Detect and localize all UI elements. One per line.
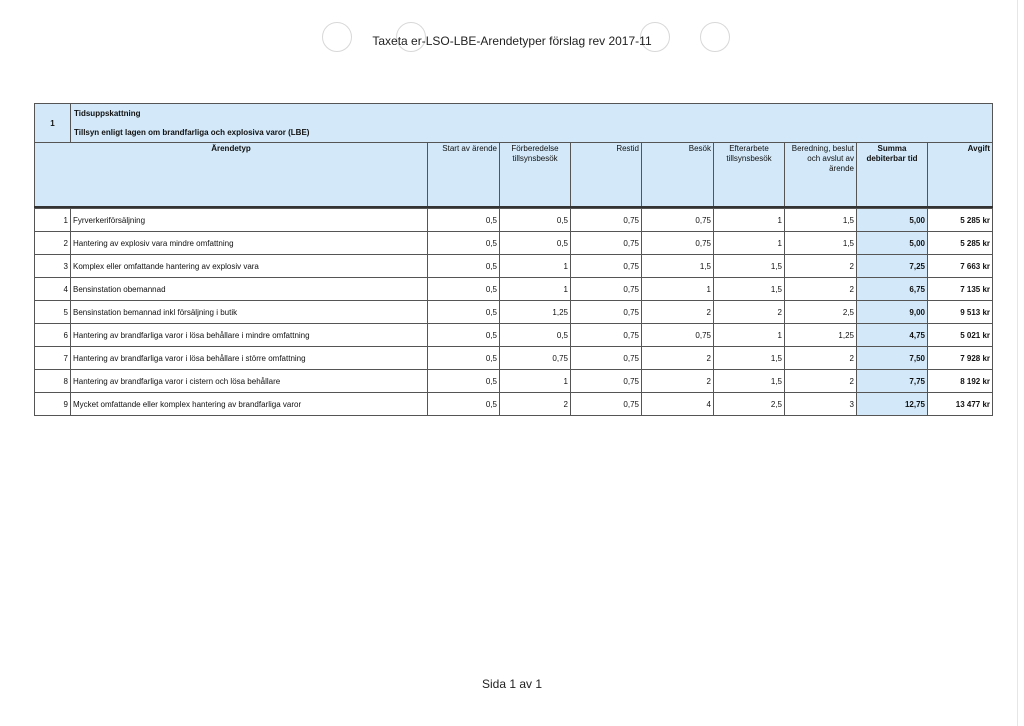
cell-start: 0,5 bbox=[428, 370, 500, 393]
cell-follow: 1 bbox=[714, 232, 785, 255]
cell-fee: 13 477 kr bbox=[928, 393, 993, 416]
table-row bbox=[35, 324, 993, 347]
cell-follow: 2 bbox=[714, 301, 785, 324]
cell-prep: 0,5 bbox=[500, 232, 571, 255]
col-header-visit: Besök bbox=[642, 143, 714, 208]
cell-start: 0,5 bbox=[428, 255, 500, 278]
section-title bbox=[71, 104, 993, 143]
cell-start: 0,5 bbox=[428, 278, 500, 301]
cell-sum: 7,25 bbox=[857, 255, 928, 278]
cell-prep: 2 bbox=[500, 393, 571, 416]
cell-prep: 1 bbox=[500, 255, 571, 278]
cell-sum: 5,00 bbox=[857, 209, 928, 232]
cell-sum: 7,75 bbox=[857, 370, 928, 393]
section-number: 1 bbox=[35, 104, 71, 143]
cell-type: Bensinstation obemannad bbox=[71, 278, 428, 301]
cell-prepare: 2 bbox=[785, 347, 857, 370]
cell-fee: 5 285 kr bbox=[928, 209, 993, 232]
cell-start: 0,5 bbox=[428, 347, 500, 370]
cell-sum: 4,75 bbox=[857, 324, 928, 347]
cell-n: 6 bbox=[35, 324, 71, 347]
cell-travel: 0,75 bbox=[571, 209, 642, 232]
cell-n: 9 bbox=[35, 393, 71, 416]
cell-fee: 7 928 kr bbox=[928, 347, 993, 370]
cell-fee: 5 021 kr bbox=[928, 324, 993, 347]
cell-visit: 0,75 bbox=[642, 324, 714, 347]
col-header-prep: Förberedelse tillsynsbesök bbox=[500, 143, 571, 208]
cell-prepare: 1,25 bbox=[785, 324, 857, 347]
cell-visit: 2 bbox=[642, 370, 714, 393]
cell-prep: 0,5 bbox=[500, 324, 571, 347]
col-header-travel: Restid bbox=[571, 143, 642, 208]
cell-type: Mycket omfattande eller komplex hantering av brandfarliga varor bbox=[71, 393, 428, 416]
cell-sum: 6,75 bbox=[857, 278, 928, 301]
table-row bbox=[35, 278, 993, 301]
cell-travel: 0,75 bbox=[571, 232, 642, 255]
cell-follow: 1,5 bbox=[714, 370, 785, 393]
cell-travel: 0,75 bbox=[571, 255, 642, 278]
cell-follow: 1,5 bbox=[714, 347, 785, 370]
cell-type: Komplex eller omfattande hantering av explosiv vara bbox=[71, 255, 428, 278]
col-header-fee: Avgift bbox=[928, 143, 993, 208]
cell-follow: 2,5 bbox=[714, 393, 785, 416]
table-row bbox=[35, 255, 993, 278]
cell-fee: 8 192 kr bbox=[928, 370, 993, 393]
cell-prep: 1 bbox=[500, 370, 571, 393]
col-header-start: Start av ärende bbox=[428, 143, 500, 208]
table-row bbox=[35, 347, 993, 370]
section-header-row bbox=[35, 104, 993, 143]
cell-prepare: 3 bbox=[785, 393, 857, 416]
cell-prepare: 1,5 bbox=[785, 209, 857, 232]
cell-sum: 9,00 bbox=[857, 301, 928, 324]
cell-type: Hantering av explosiv vara mindre omfattning bbox=[71, 232, 428, 255]
cell-n: 4 bbox=[35, 278, 71, 301]
cell-prepare: 2,5 bbox=[785, 301, 857, 324]
cell-follow: 1 bbox=[714, 324, 785, 347]
cell-follow: 1,5 bbox=[714, 255, 785, 278]
fee-table bbox=[34, 103, 993, 416]
cell-prep: 0,75 bbox=[500, 347, 571, 370]
cell-n: 1 bbox=[35, 209, 71, 232]
table-row bbox=[35, 209, 993, 232]
cell-travel: 0,75 bbox=[571, 347, 642, 370]
cell-sum: 7,50 bbox=[857, 347, 928, 370]
cell-travel: 0,75 bbox=[571, 393, 642, 416]
cell-type: Bensinstation bemannad inkl försäljning i butik bbox=[71, 301, 428, 324]
column-header-row bbox=[35, 143, 993, 208]
table-row bbox=[35, 301, 993, 324]
cell-type: Hantering av brandfarliga varor i lösa behållare i större omfattning bbox=[71, 347, 428, 370]
cell-follow: 1 bbox=[714, 209, 785, 232]
cell-visit: 2 bbox=[642, 301, 714, 324]
col-header-sum: Summa debiterbar tid bbox=[857, 143, 928, 208]
cell-travel: 0,75 bbox=[571, 324, 642, 347]
cell-fee: 7 135 kr bbox=[928, 278, 993, 301]
table-body bbox=[35, 209, 993, 416]
cell-visit: 0,75 bbox=[642, 209, 714, 232]
cell-fee: 9 513 kr bbox=[928, 301, 993, 324]
col-header-type: Ärendetyp bbox=[35, 143, 428, 208]
table-row bbox=[35, 370, 993, 393]
cell-prepare: 1,5 bbox=[785, 232, 857, 255]
cell-travel: 0,75 bbox=[571, 370, 642, 393]
table-row bbox=[35, 232, 993, 255]
page-footer: Sida 1 av 1 bbox=[481, 677, 543, 691]
cell-n: 5 bbox=[35, 301, 71, 324]
cell-visit: 2 bbox=[642, 347, 714, 370]
table-row bbox=[35, 393, 993, 416]
cell-prepare: 2 bbox=[785, 278, 857, 301]
col-header-follow: Efterarbete tillsynsbesök bbox=[714, 143, 785, 208]
cell-visit: 0,75 bbox=[642, 232, 714, 255]
cell-start: 0,5 bbox=[428, 301, 500, 324]
cell-sum: 12,75 bbox=[857, 393, 928, 416]
section-subtitle: Tillsyn enligt lagen om brandfarliga och explosiva varor (LBE) bbox=[74, 128, 310, 137]
col-header-prepare: Beredning, beslut och avslut av ärende bbox=[785, 143, 857, 208]
cell-n: 3 bbox=[35, 255, 71, 278]
cell-n: 8 bbox=[35, 370, 71, 393]
cell-fee: 5 285 kr bbox=[928, 232, 993, 255]
cell-travel: 0,75 bbox=[571, 278, 642, 301]
cell-prepare: 2 bbox=[785, 255, 857, 278]
cell-visit: 1 bbox=[642, 278, 714, 301]
cell-sum: 5,00 bbox=[857, 232, 928, 255]
cell-n: 2 bbox=[35, 232, 71, 255]
cell-visit: 4 bbox=[642, 393, 714, 416]
cell-type: Hantering av brandfarliga varor i lösa behållare i mindre omfattning bbox=[71, 324, 428, 347]
page-header: Taxeta er-LSO-LBE-Arendetyper förslag rev 2017-11 bbox=[372, 34, 652, 48]
cell-visit: 1,5 bbox=[642, 255, 714, 278]
section-title-line: Tidsuppskattning bbox=[74, 109, 141, 118]
cell-follow: 1,5 bbox=[714, 278, 785, 301]
cell-n: 7 bbox=[35, 347, 71, 370]
cell-prep: 1 bbox=[500, 278, 571, 301]
cell-prep: 1,25 bbox=[500, 301, 571, 324]
cell-travel: 0,75 bbox=[571, 301, 642, 324]
cell-start: 0,5 bbox=[428, 232, 500, 255]
cell-fee: 7 663 kr bbox=[928, 255, 993, 278]
cell-start: 0,5 bbox=[428, 209, 500, 232]
page-edge bbox=[1017, 0, 1018, 726]
cell-start: 0,5 bbox=[428, 393, 500, 416]
cell-prep: 0,5 bbox=[500, 209, 571, 232]
cell-type: Hantering av brandfarliga varor i cistern och lösa behållare bbox=[71, 370, 428, 393]
cell-prepare: 2 bbox=[785, 370, 857, 393]
cell-start: 0,5 bbox=[428, 324, 500, 347]
cell-type: Fyrverkeriförsäljning bbox=[71, 209, 428, 232]
